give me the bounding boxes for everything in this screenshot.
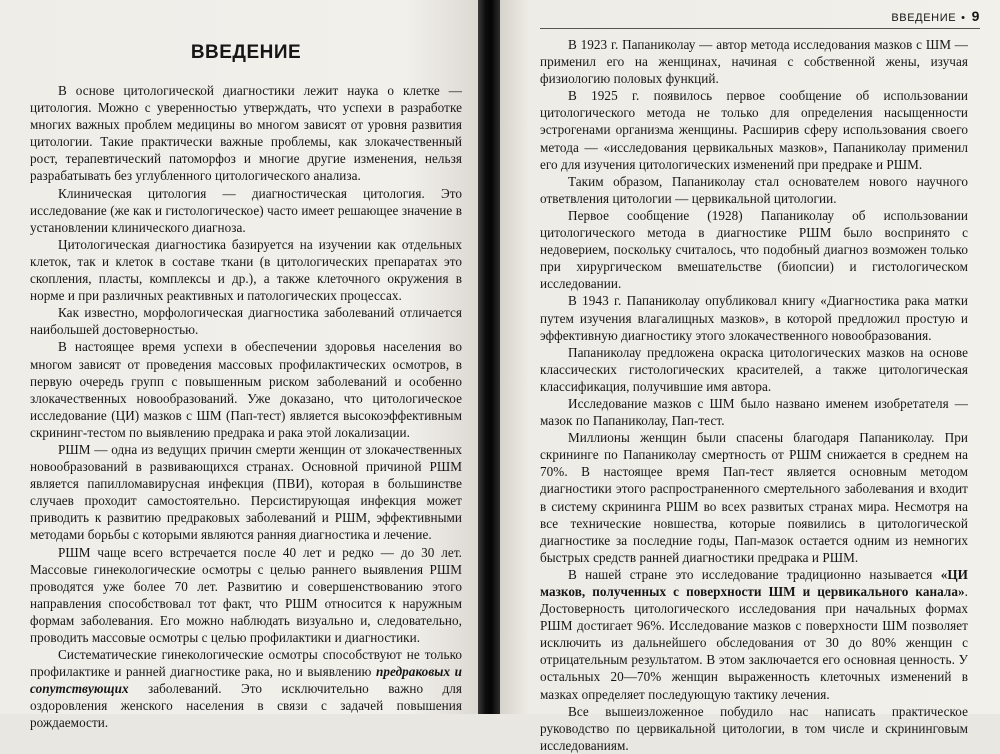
paragraph: Таким образом, Папаниколау стал основателем нового научного ответвления цитологии — цервикальной цитологии. — [540, 173, 968, 206]
bold-term: «ЦИ мазков, полученных с поверхности ШМ и цервикального канала» — [540, 566, 968, 599]
bullet-separator: • — [961, 12, 966, 24]
paragraph: В 1943 г. Папаниколау опубликовал книгу «Диагностика рака матки путем изучения влагалищных мазков», в которой предложил простую и эффективную диагностику этого злокачественного новообразования. — [540, 293, 968, 343]
text-run: В нашей стране это исследование традиционно называется — [568, 566, 941, 582]
paragraph: Как известно, морфологическая диагностика заболеваний отличается наибольшей достоверностью. — [30, 305, 462, 338]
paragraph-with-bold — [540, 566, 968, 703]
paragraph: В 1925 г. появилось первое сообщение об использовании цитологического метода не только для определения насыщенности эстрогенами организма женщины. Расширив сферу использования своего метода — «исследования цервикальных мазков», Папаниколау применил его для изучения цитологических изменений при предраке и РШМ. — [540, 88, 968, 172]
paragraph: РШМ — одна из ведущих причин смерти женщин от злокачественных новообразований в развивающихся странах. Основной причиной РШМ является папилломавирусная инфекция (ПВИ), которая в большинстве случаев проходит самостоятельно. Персистирующая инфекция может приводить к развитию предраковых заболеваний и РШМ, эффективными методами борьбы с которыми являются ранняя диагностика и лечение. — [30, 441, 462, 543]
left-page — [0, 0, 478, 731]
book-spine — [478, 0, 500, 714]
paragraph: РШМ чаще всего встречается после 40 лет и редко — до 30 лет. Массовые гинекологические осмотры с целью раннего выявления РШМ проводятся уже более 70 лет. Развитию и совершенствованию этого направления способствовал тот факт, что РШМ относится к наружным формам заболевания. Его можно наблюдать визуально и, следовательно, проводить массовые осмотры с целью профилактики и диагностики. — [30, 544, 462, 645]
paragraph: В настоящее время успехи в обеспечении здоровья населения во многом зависят от проведения массовых профилактических осмотров, в первую очередь групп с повышенным риском заболеваний и особенно злокачественных новообразований. Уже доказано, что цитологическое исследование (ЦИ) мазков с ШМ (Пап-тест) является высокоэффективным скрининг-тестом по выявлению предрака и рака этой локализации. — [30, 339, 462, 440]
right-page — [500, 0, 1000, 753]
chapter-title: ВВЕДЕНИЕ — [190, 42, 302, 63]
header-rule — [540, 28, 980, 29]
paragraph: Цитологическая диагностика базируется на изучении как отдельных клеток, так и клеток в составе ткани (в цитологических препаратах это скопления, пласты, комплексы и др.), а также клеточного окружения в норме и при различных реактивных и патологических процессах. — [30, 236, 462, 304]
right-page-text — [540, 36, 968, 754]
paragraph: Исследование мазков с ШМ было названо именем изобретателя — мазок по Папаниколау, Пап-тест. — [540, 395, 968, 429]
text-run: заболеваний. Это исключительно важно для оздоровления женского населения в связи с задачей повышения рождаемости. — [30, 681, 462, 731]
paragraph: Миллионы женщин были спасены благодаря Папаниколау. При скрининге по Папаниколау смертность от РШМ снижается в среднем на 70%. В настоящее время Пап-тест является основным методом диагностики этого распространенного смертельного заболевания и входит в систему скрининга РШМ во всех развитых странах мира. Несмотря на все технические новшества, которые появились в цитологической диагностике за последние годы, Пап-мазок остается одним из немногих быстрых средств ранней диагностики предрака и РШМ. — [540, 430, 968, 565]
paragraph: В основе цитологической диагностики лежит наука о клетке — цитология. Можно с уверенностью утверждать, что успехи в разработке многих важных проблем медицины во многом зависят от уровня развития цитологии. Такие практически важные проблемы, как злокачественный рост, терапевтический патоморфоз и многие другие изменения, нельзя разрабатывать без углубленного цитологического анализа. — [30, 83, 462, 184]
emphasis-text: предраковых и сопутствующих — [30, 664, 463, 697]
running-head-title: ВВЕДЕНИЕ — [891, 12, 957, 24]
left-page-text — [30, 82, 462, 732]
paragraph-with-emphasis — [30, 646, 462, 731]
running-head — [891, 8, 980, 24]
paragraph: Клиническая цитология — диагностическая цитология. Это исследование (же как и гистологическое) часто имеет решающее значение в установлении клинического диагноза. — [30, 185, 462, 235]
text-run: Систематические гинекологические осмотры способствуют не только профилактике и ранней диагностике рака, но и выявлению — [30, 647, 462, 680]
paragraph: В 1923 г. Папаниколау — автор метода исследования мазков с ШМ — применил его на женщинах, начиная с собственной жены, изучая физиологию половых функций. — [540, 37, 968, 87]
text-run: . Достоверность цитологического исследования при начальных формах РШМ достигает 96%. Исследование мазков с поверхности ШМ позволяет исключить из дальнейшего обследования от 30 до 80% женщин с отрицательным результатом. В этом заключается его основная ценность. У остальных 20—70% женщин выраженность клеточных изменений в мазках определяет последующую тактику лечения. — [540, 584, 968, 702]
paragraph: Папаниколау предложена окраска цитологических мазков на основе классических гистологических красителей, а также цитологическая классификация, получившие имя автора. — [540, 344, 968, 394]
paragraph: Все вышеизложенное побудило нас написать практическое руководство по цервикальной цитологии, в том числе и скрининговым исследованиям. — [540, 703, 968, 753]
paragraph: Первое сообщение (1928) Папаниколау об использовании цитологического метода в диагностике РШМ было воспринято с недоверием, поскольку считалось, что подобный диагноз возможен только при хирургическом вмешательстве (биопсии) и гистологическом исследовании. — [540, 207, 968, 292]
page-number: 9 — [971, 8, 980, 24]
